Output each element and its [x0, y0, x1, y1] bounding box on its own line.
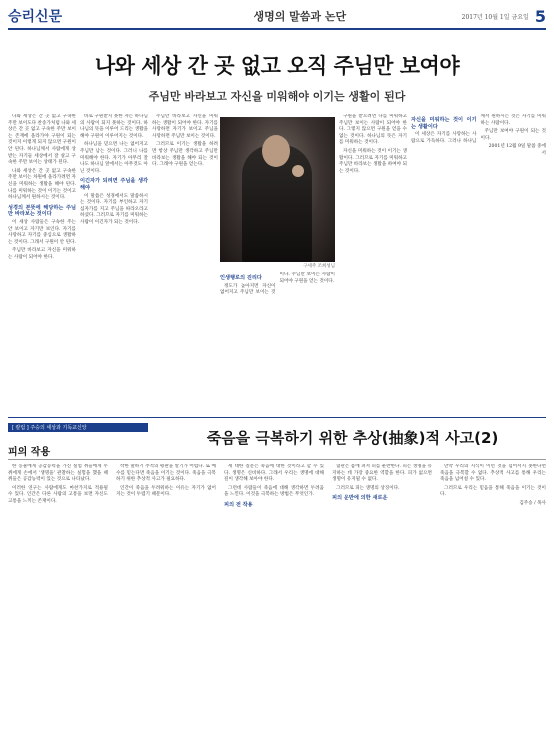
column-text-5 [440, 464, 546, 736]
paragraph: 세 대한 질문은 죽음에 대한 것이라고 할 수 있다. 생명은 신비하다. 그래서 우리는 생명에 대해 깊이 생각해 보아야 한다. [224, 464, 324, 483]
paragraph: 이 말씀은 성경에서도 말씀하시는 것이다. 자기를 부인하고 자기 십자가를 지고 주님을 따라오라고 하셨다. 그러므로 자기를 미워하는 사람이 이긴자가 되는 것이다. [80, 193, 148, 225]
photo-caption: 구세주 조희성님 [303, 264, 335, 269]
paragraph: 나와 세상은 간 곳 없고 구속한 주만 보이도다 찬송가처럼 나와 세상은 간 곳 없고 구속한 주만 보이는 존재에 올라가야 구원이 되는 것이지 이렇게 되지 않으면 구원이 안 된다. 하나님께서 사람에게 상 받는 자기들 세상에서 잘 살고 구속한 주만 보이는 상태가 된다. [8, 114, 76, 166]
paragraph: 착한 말하기 추적의 평판을 알기가 어렵다. 또 예수를 믿는다면 죽음을 이기는 것이다. 죽음을 극복하기 위한 추상적 사고가 필요하다. [116, 464, 216, 483]
column-byline: 피의 작용 [8, 447, 51, 458]
article-column-1 [8, 114, 76, 414]
paragraph: 정도가 높아지면 자신이 없어지고 주님만 보이는 것이다. 주님만 보이는 사람이 되어야 구원을 얻는 것이다. [220, 272, 335, 296]
paragraph: 그러므로 이기는 생활을 하려면 항상 주님만 생각하고 주님만 바라보는 생활을 해야 되는 것이다. 그래야 구원을 얻는다. [152, 142, 218, 168]
paragraph: 나와 세상은 간 곳 없고 구속한 주만 보이는 차원에 올라가려면 자신을 미워하는 생활을 해야 된다. 나를 미워하는 것이 이기는 것이고 하나님께서 원하시는 것이다. [8, 168, 76, 201]
paragraph: 만약 우리의 지식이 이런 것을 넘어서지 못한다면 죽음을 극복할 수 없다. 추상적 사고를 통해 우리는 죽음을 넘어설 수 있다. [440, 464, 546, 483]
subheading: 피의 전 작용 [224, 501, 253, 508]
paragraph: 혈관은 몸에 퍼져 피를 운반한다. 피는 생명을 유지하는 데 가장 중요한 역할을 한다. 피가 없으면 생명이 유지될 수 없다. [332, 464, 432, 483]
subheading: 이긴자가 되려면 주님을 생각해야 [80, 178, 148, 191]
column-text-1 [8, 464, 108, 736]
paragraph: 그런데 사람들이 죽음에 대해 생각하면 두려움을 느낀다. 이것을 극복하는 방법은 무엇인가. [224, 485, 324, 498]
reference: 2001년 12월 9일 말씀 중에서 [488, 144, 546, 156]
section-divider [8, 417, 546, 418]
issue-date: 2017년 10월 1일 금요일 [461, 13, 529, 21]
paragraph: 주님만 바라보고 자신을 미워하는 생활이 되어야 한다. 자기를 사랑하면 자기가 보이고 주님을 사랑하면 주님만 보이는 것이다. [152, 114, 218, 139]
paragraph: 주님만 보여야 구원이 되는 것이다. [480, 129, 546, 141]
main-headline: 나와 세상 간 곳 없고 오직 주님만 보여야 [94, 54, 460, 78]
subheading: 자신을 미워하는 것이 이기는 생활이다 [411, 117, 477, 130]
column-text-4 [332, 464, 432, 736]
paragraph: 그러므로 우리는 믿음을 통해 죽음을 이기는 것이다. [440, 485, 546, 498]
paragraph: 인간이 죽음을 두려워하는 이유는 자기가 없어지는 것이 두렵기 때문이다. [116, 485, 216, 498]
column-divider [8, 459, 546, 460]
page-header [8, 4, 546, 30]
subheading: 인생행로의 진리다 [220, 275, 262, 281]
hand-shape [292, 165, 304, 177]
subheading: 성경의 본뜻에 해당하는 주님만 바라보는 것이다 [8, 204, 76, 218]
column-author: 김주승 / 목사 [519, 500, 546, 506]
paragraph: 이 세상은 자기를 사랑하는 사람으로 가득하다. 그러나 하나님께서 원하시는 것은 자기를 미워하는 사람이다. [411, 114, 546, 144]
article-column-5 [339, 114, 407, 414]
paragraph: 하나님을 믿으면 나는 없어지고 주님만 남는 것이다. 그러니 나를 미워해야 한다. 자기가 아무리 잘나도 하나님 앞에서는 아무것도 아닌 것이다. [80, 142, 148, 174]
paragraph: 자신을 미워하는 것이 이기는 생활이다. 그러므로 자기를 미워하고 주님만 바라보는 생활을 하여야 되는 것이다. [339, 148, 407, 174]
subheading: 피의 운반에 의한 새로운 [332, 495, 388, 502]
article-column-4 [220, 272, 335, 414]
paragraph: 이러한 연구는 사람에게도 마찬가지로 적용될 수 있다. 인간은 다른 사람의 고통을 보면 자신도 고통을 느끼는 존재이다. [8, 485, 108, 504]
column-label: [ 칼럼 ] 주승의 세상과 기독교신앙 [8, 423, 148, 432]
main-subhead: 주님만 바라보고 자신을 미워해야 이기는 생활이 된다 [148, 90, 406, 103]
page-number: 5 [534, 6, 546, 26]
column-title: 죽음을 극복하기 위한 추상(抽象)적 사고(2) [206, 429, 499, 447]
article-column-3 [152, 114, 218, 414]
paragraph: 구원을 받으려면 나를 미워하고 주님만 보이는 사람이 되어야 한다. 그렇지 않으면 구원을 얻을 수 없는 것이다. 하나님의 뜻은 자기를 미워하는 것이다. [339, 114, 407, 146]
paragraph: 한 동물에게 공감능력을 가진 실험 쥐들에게 두 쥐에게 손에서 '생명을' 관찰하는 실험을 했을 때 쥐들은 공감능력이 있는 것으로 나타났다. [8, 464, 108, 483]
paragraph: 그러므로 피는 생명의 상징이다. [336, 485, 400, 491]
column-text-2 [116, 464, 216, 736]
paragraph: 이 세상 사람들은 구속한 주는 안 보이고 자기만 보인다. 자기를 사랑하고 자기를 중심으로 생활하는 것이다. 그래서 구원이 안 된다. [8, 219, 76, 245]
article-column-2 [80, 114, 148, 414]
paragraph: 주님만 바라보고 자신을 미워하는 사람이 되어야 한다. [8, 248, 76, 260]
column-text-3 [224, 464, 324, 736]
section-title: 생명의 말씀과 논단 [253, 10, 347, 23]
newspaper-name: 승리신문 [8, 9, 63, 25]
paragraph: 바로 구원받지 못한 자는 하나님의 사람이 되지 못하는 것이다. 하나님의 뜻을 이루어 드리는 생활을 해야 구원이 이루어지는 것이다. [80, 114, 148, 139]
article-column-6 [411, 114, 546, 414]
face-shape [262, 135, 290, 167]
preacher-photo [220, 117, 335, 262]
